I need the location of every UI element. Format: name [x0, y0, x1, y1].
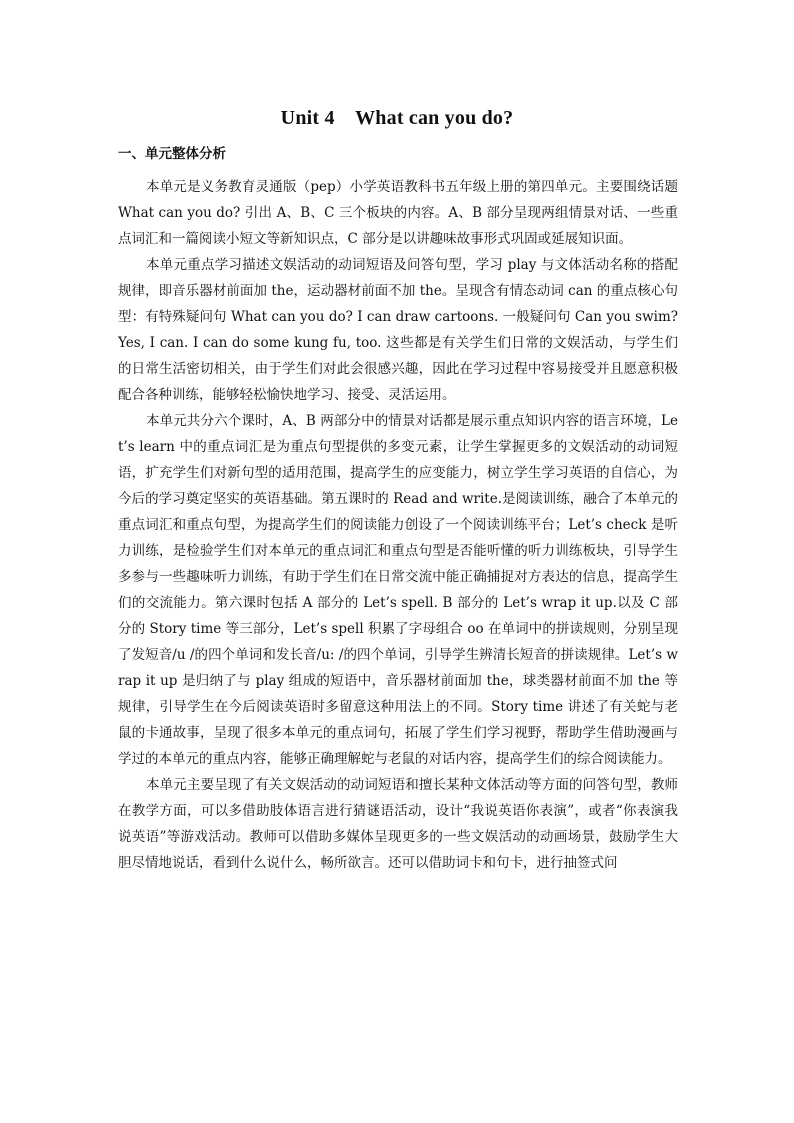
paragraph-3: 本单元共分六个课时，A、B 两部分中的情景对话都是展示重点知识内容的语言环境，Let’s learn 中的重点词汇是为重点句型提供的多变元素，让学生掌握更多的文娱活动的动词短语，扩充学生们对新句型的适用范围，提高学生的应变能力，树立学生学习英语的自信心，为今后的学习奠定坚实的英语基础。第五课时的 Read and write.是阅读训练，融合了本单元的重点词汇和重点句型，为提高学生们的阅读能力创设了一个阅读训练平台；Let’s check 是听力训练，是检验学生们对本单元的重点词汇和重点句型是否能听懂的听力训练板块，引导学生多参与一些趣味听力训练，有助于学生们在日常交流中能正确捕捉对方表达的信息，提高学生们的交流能力。第六课时包括 A 部分的 Let’s spell. B 部分的 Let’s wrap it up.以及 C 部分的 Story time 等三部分，Let’s spell 积累了字母组合 oo 在单词中的拼读规则，分别呈现了发短音/u /的四个单词和发长音/u: /的四个单词，引导学生辨清长短音的拼读规律。Let’s wrap it up 是归纳了与 play 组成的短语中，音乐器材前面加 the，球类器材前面不加 the 等规律，引导学生在今后阅读英语时多留意这种用法上的不同。Story time 讲述了有关蛇与老鼠的卡通故事，呈现了很多本单元的重点词句，拓展了学生们学习视野，帮助学生借助漫画与学过的本单元的重点内容，能够正确理解蛇与老鼠的对话内容，提高学生们的综合阅读能力。 — [118, 413, 678, 767]
paragraph-4: 本单元主要呈现了有关文娱活动的动词短语和擅长某种文体活动等方面的问答句型，教师在教学方面，可以多借助肢体语言进行猜谜语活动，设计“我说英语你表演”，或者“你表演我说英语”等游戏活动。教师可以借助多媒体呈现更多的一些文娱活动的动画场景，鼓励学生大胆尽情地说话，看到什么说什么，畅所欲言。还可以借助词卡和句卡，进行抽签式问 — [118, 777, 678, 871]
document-title: Unit 4 What can you do? — [280, 107, 514, 129]
paragraph-1: 本单元是义务教育灵通版（pep）小学英语教科书五年级上册的第四单元。主要围绕话题 What can you do? 引出 A、B、C 三个板块的内容。A、B 部分呈现两组情景对话、一些重点词汇和一篇阅读小短文等新知识点，C 部分是以讲趣味故事形式巩固或延展知识面。 — [118, 179, 678, 247]
section-heading: 一、单元整体分析 — [118, 146, 226, 162]
document-body — [118, 174, 678, 876]
paragraph-2: 本单元重点学习描述文娱活动的动词短语及问答句型，学习 play 与文体活动名称的搭配规律，即音乐器材前面加 the，运动器材前面不加 the。呈现含有情态动词 can 的重点核心句型：有特殊疑问句 What can you do? I can draw cartoons. 一般疑问句 Can you swim? Yes, I can. I can do some kung fu, too. 这些都是有关学生们日常的文娱活动，与学生们的日常生活密切相关，由于学生们对此会很感兴趣，因此在学习过程中容易接受并且愿意积极配合各种训练，能够轻松愉快地学习、接受、灵活运用。 — [118, 257, 678, 403]
